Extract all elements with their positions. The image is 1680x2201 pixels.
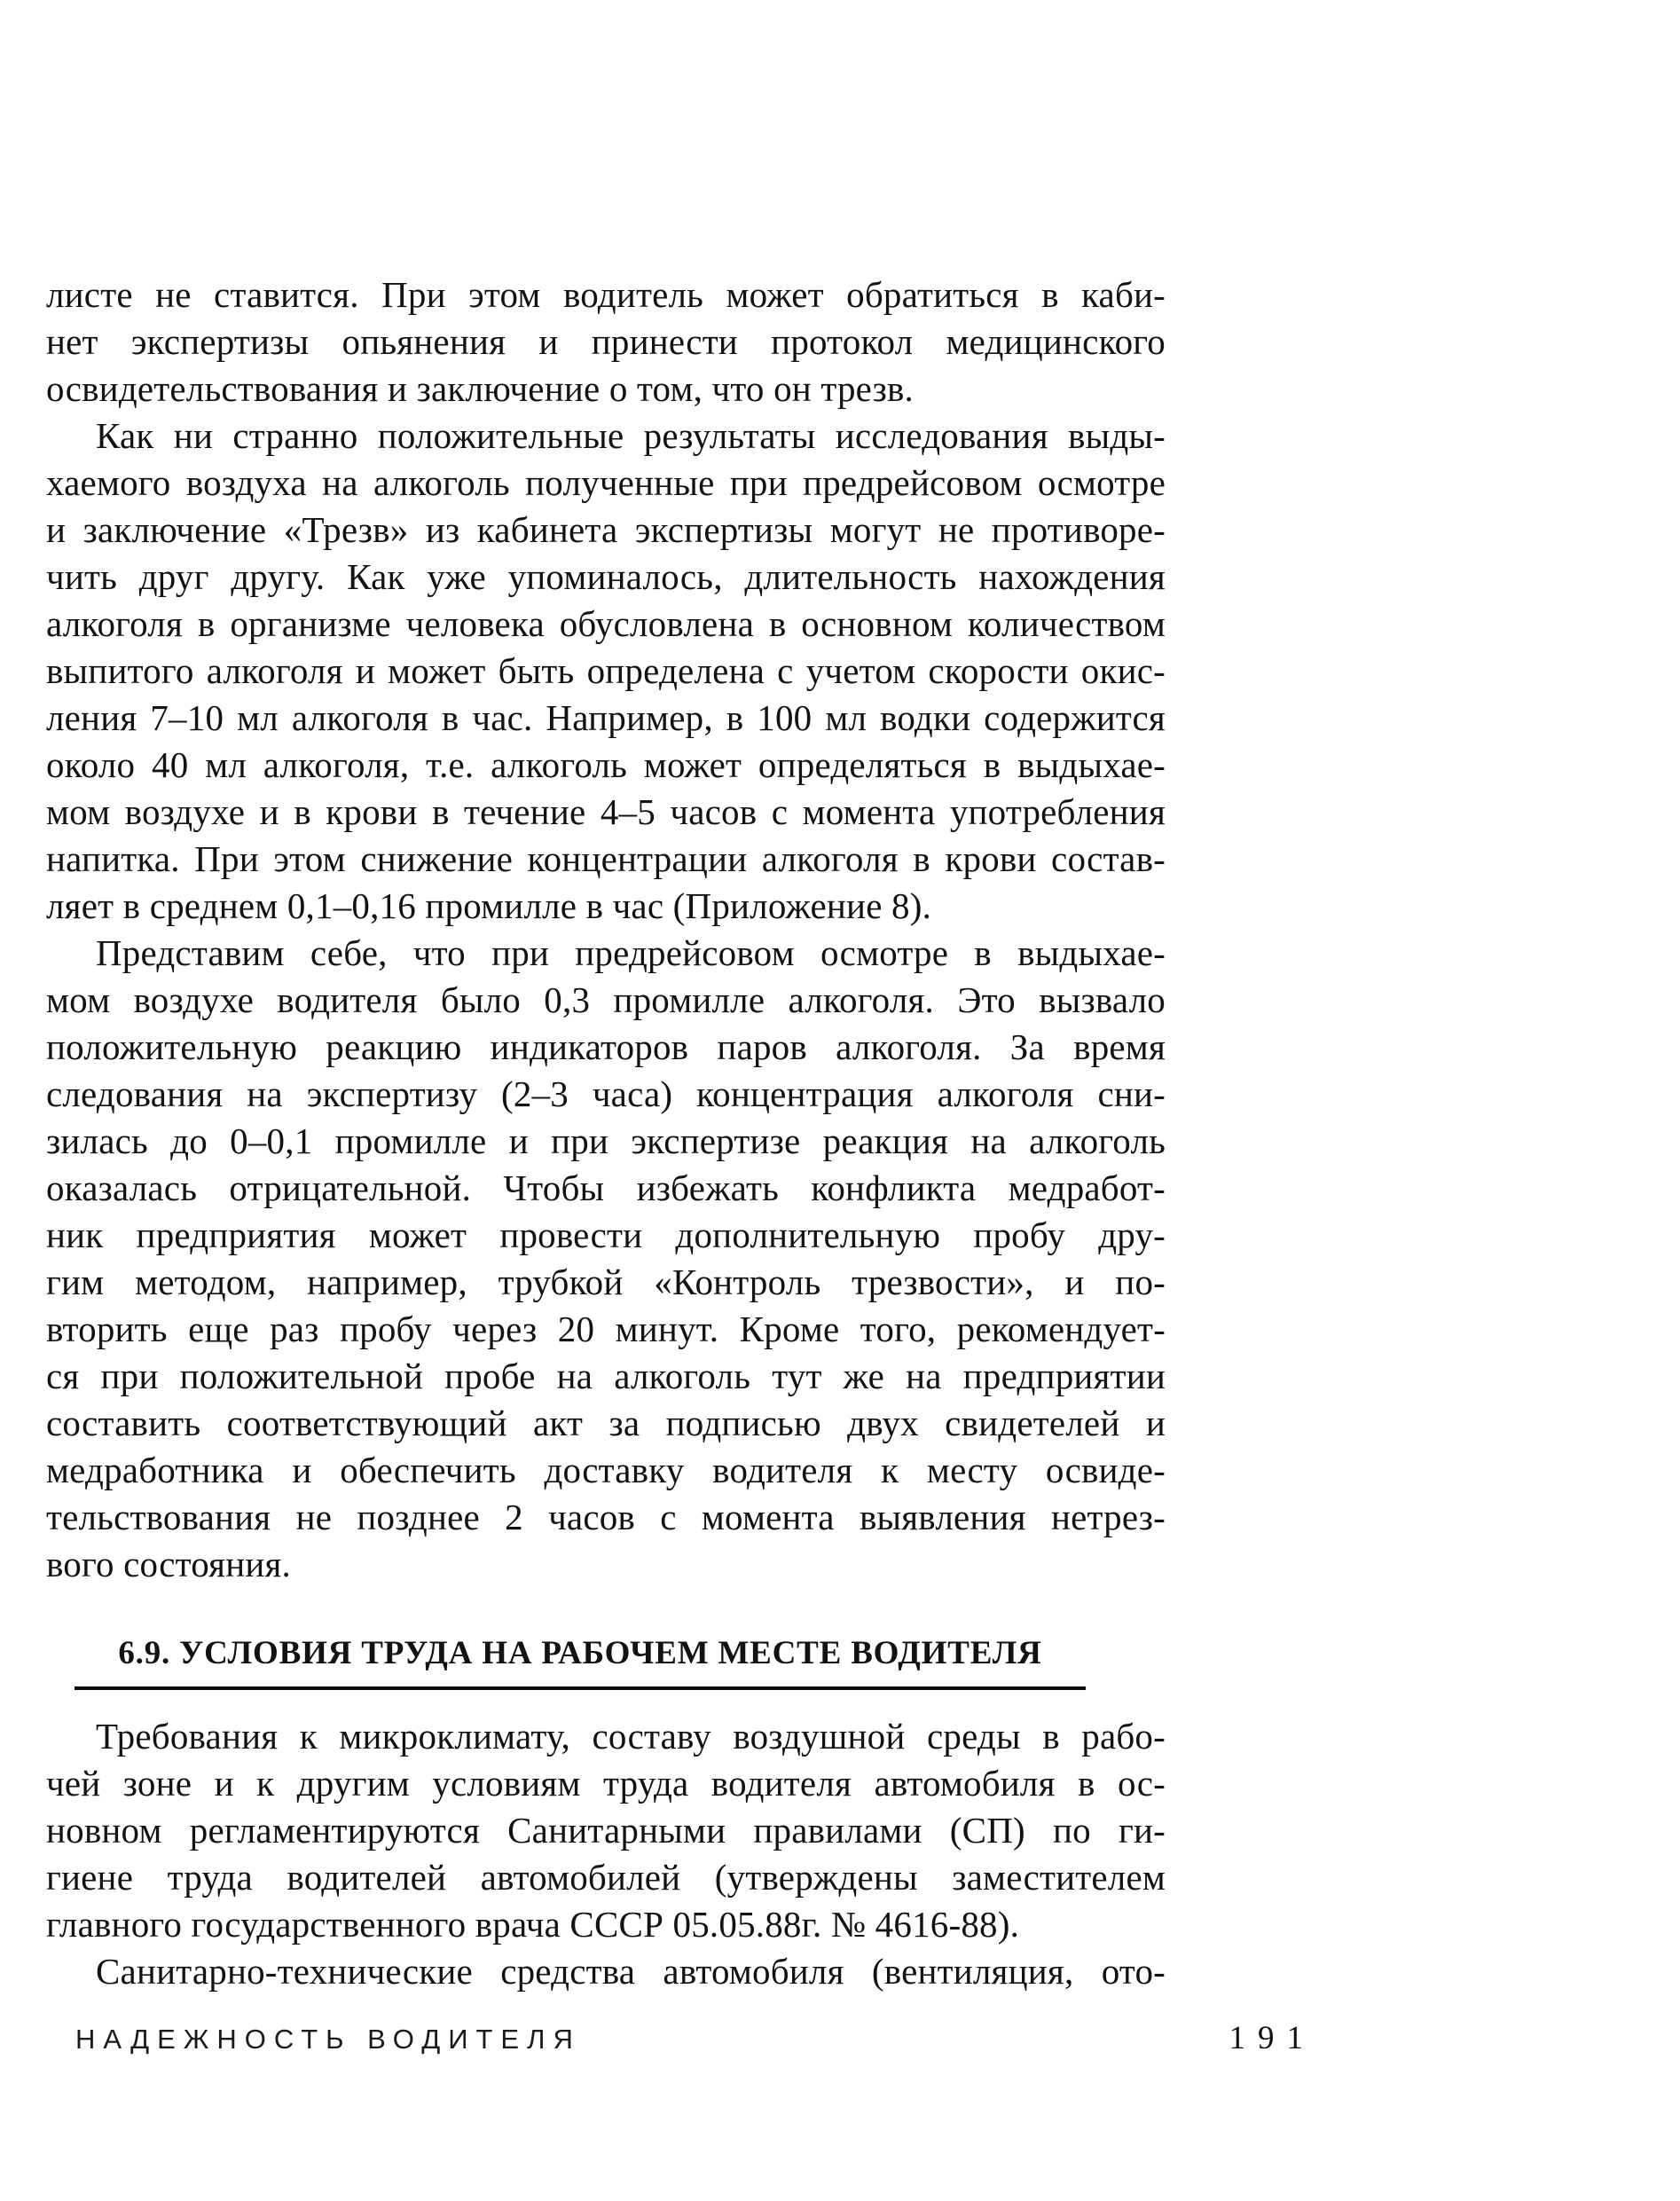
text-line: ник предприятия может провести дополнительную пробу дру-	[46, 1214, 1166, 1255]
text-line: зилась до 0–0,1 промилле и при экспертизе реакция на алкоголь	[46, 1120, 1166, 1161]
text-line: тельствования не позднее 2 часов с момента выявления нетрез-	[46, 1497, 1166, 1537]
text-line: чить друг другу. Как уже упоминалось, длительность нахождения	[46, 556, 1166, 597]
text-line: Санитарно-технические средства автомобиля (вентиляция, ото-	[96, 1951, 1166, 1992]
text-line: следования на экспертизу (2–3 часа) концентрация алкоголя сни-	[46, 1073, 1166, 1114]
text-line: хаемого воздуха на алкоголь полученные при предрейсовом осмотре	[46, 462, 1166, 503]
text-line: оказалась отрицательной. Чтобы избежать конфликта медработ-	[46, 1167, 1166, 1208]
text-line: нет экспертизы опьянения и принести протокол медицинского	[46, 321, 1166, 362]
text-line: около 40 мл алкоголя, т.е. алкоголь может определяться в выдыхае-	[46, 744, 1166, 785]
text-line: и заключение «Трезв» из кабинета экспертизы могут не противоре-	[46, 509, 1166, 550]
text-line: медработника и обеспечить доставку водителя к месту освиде-	[46, 1450, 1166, 1490]
text-line: гиене труда водителей автомобилей (утверждены заместителем	[46, 1857, 1166, 1898]
text-line: ляет в среднем 0,1–0,16 промилле в час (Приложение 8).	[46, 885, 932, 926]
section-heading-underline	[75, 1634, 1086, 1690]
text-line: ления 7–10 мл алкоголя в час. Например, в 100 мл водки содержится	[46, 697, 1166, 738]
text-line: положительную реакцию индикаторов паров алкоголя. За время	[46, 1026, 1166, 1067]
text-line: чей зоне и к другим условиям труда водителя автомобиля в ос-	[46, 1763, 1166, 1804]
body-text-after-heading	[46, 1713, 1166, 1995]
page-number: 191	[1229, 2020, 1315, 2056]
text-line: ся при положительной пробе на алкоголь тут же на предприятии	[46, 1356, 1166, 1396]
text-line: мом воздухе и в крови в течение 4–5 часов с момента употребления	[46, 791, 1166, 832]
text-line: составить соответствующий акт за подписью двух свидетелей и	[46, 1403, 1166, 1443]
text-line: главного государственного врача СССР 05.05.88г. № 4616-88).	[46, 1904, 1020, 1945]
body-text-before-heading	[46, 271, 1166, 1588]
text-line: листе не ставится. При этом водитель может обратиться в каби-	[46, 274, 1166, 315]
text-line: гим методом, например, трубкой «Контроль трезвости», и по-	[46, 1262, 1166, 1302]
text-line: освидетельствования и заключение о том, что он трезв.	[46, 368, 914, 409]
text-line: алкоголя в организме человека обусловлена в основном количеством	[46, 603, 1166, 644]
text-line: мом воздухе водителя было 0,3 промилле алкоголя. Это вызвало	[46, 979, 1166, 1020]
text-line: вого состояния.	[46, 1544, 291, 1584]
page-footer	[75, 2019, 1315, 2057]
text-line: напитка. При этом снижение концентрации алкоголя в крови состав-	[46, 838, 1166, 879]
text-line: Как ни странно положительные результаты исследования выды-	[96, 415, 1166, 456]
text-line: новном регламентируются Санитарными правилами (СП) по ги-	[46, 1810, 1166, 1851]
text-line: выпитого алкоголя и может быть определена с учетом скорости окис-	[46, 650, 1166, 691]
footer-running-title: НАДЕЖНОСТЬ ВОДИТЕЛЯ	[75, 2024, 581, 2055]
text-line: вторить еще раз пробу через 20 минут. Кроме того, рекомендует-	[46, 1309, 1166, 1349]
section-heading: 6.9. УСЛОВИЯ ТРУДА НА РАБОЧЕМ МЕСТЕ ВОДИТЕЛЯ	[118, 1635, 1042, 1671]
text-line: Требования к микроклимату, составу воздушной среды в рабо-	[96, 1716, 1166, 1757]
text-column	[46, 271, 1166, 1995]
text-line: Представим себе, что при предрейсовом осмотре в выдыхае-	[96, 932, 1166, 973]
